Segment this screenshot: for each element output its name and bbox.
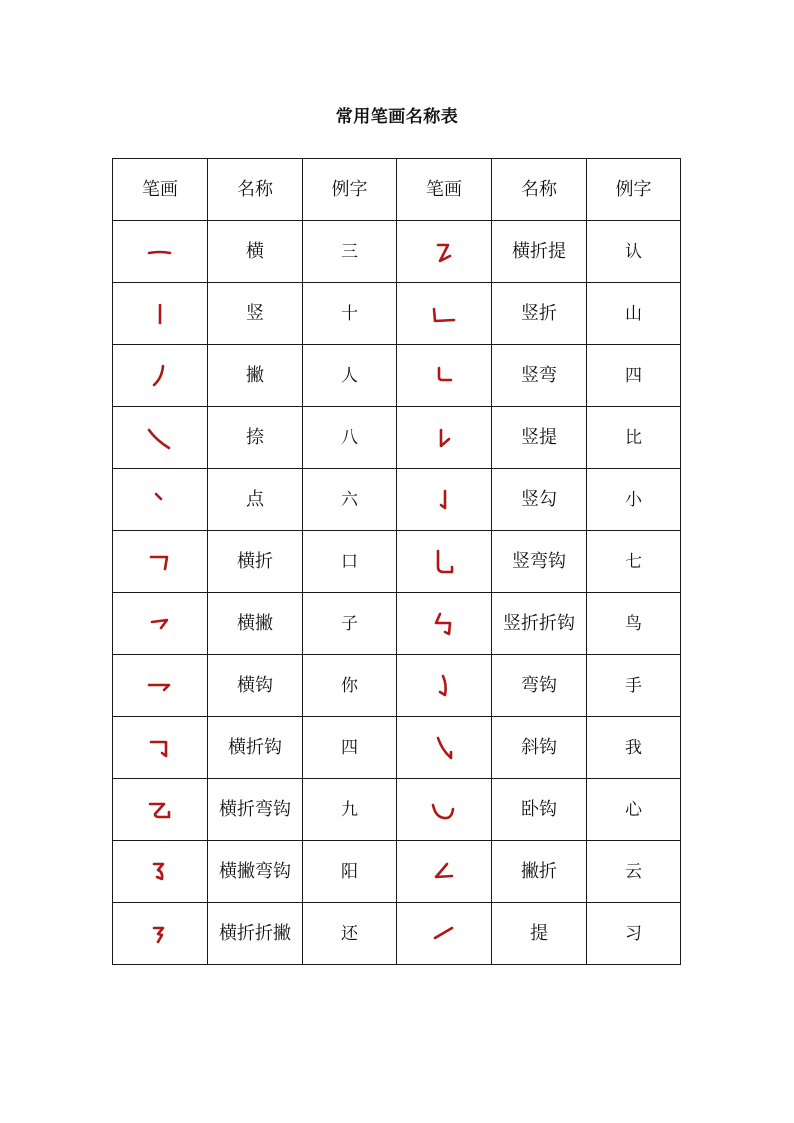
table-row xyxy=(113,717,681,779)
stroke-name: 竖弯钩 xyxy=(492,531,587,593)
table-row xyxy=(113,531,681,593)
example-char: 我 xyxy=(587,717,681,779)
stroke-name: 点 xyxy=(208,469,303,531)
example-char: 手 xyxy=(587,655,681,717)
stroke-name-table xyxy=(112,158,681,965)
na-stroke-icon xyxy=(113,407,208,469)
table-row xyxy=(113,345,681,407)
hengpiewangou-stroke-icon xyxy=(113,841,208,903)
example-char: 鸟 xyxy=(587,593,681,655)
example-char: 山 xyxy=(587,283,681,345)
example-char: 云 xyxy=(587,841,681,903)
stroke-name: 竖弯 xyxy=(492,345,587,407)
table-row xyxy=(113,593,681,655)
example-char: 还 xyxy=(303,903,397,965)
stroke-name: 横撇弯钩 xyxy=(208,841,303,903)
example-char: 六 xyxy=(303,469,397,531)
hengzhe-stroke-icon xyxy=(113,531,208,593)
pie-stroke-icon xyxy=(113,345,208,407)
example-char: 习 xyxy=(587,903,681,965)
wogou-stroke-icon xyxy=(397,779,492,841)
stroke-name: 卧钩 xyxy=(492,779,587,841)
stroke-name: 竖折折钩 xyxy=(492,593,587,655)
example-char: 人 xyxy=(303,345,397,407)
header-example-right: 例字 xyxy=(587,159,681,221)
example-char: 十 xyxy=(303,283,397,345)
example-char: 你 xyxy=(303,655,397,717)
table-row xyxy=(113,407,681,469)
example-char: 七 xyxy=(587,531,681,593)
shu-stroke-icon xyxy=(113,283,208,345)
stroke-name: 横折钩 xyxy=(208,717,303,779)
example-char: 子 xyxy=(303,593,397,655)
header-example-left: 例字 xyxy=(303,159,397,221)
stroke-name: 横折弯钩 xyxy=(208,779,303,841)
stroke-name: 竖提 xyxy=(492,407,587,469)
dian-stroke-icon xyxy=(113,469,208,531)
stroke-name: 捺 xyxy=(208,407,303,469)
wangou-stroke-icon xyxy=(397,655,492,717)
hengzhegou-stroke-icon xyxy=(113,717,208,779)
table-row xyxy=(113,469,681,531)
page-title: 常用笔画名称表 xyxy=(335,107,459,127)
stroke-name: 横撇 xyxy=(208,593,303,655)
example-char: 认 xyxy=(587,221,681,283)
stroke-name: 横 xyxy=(208,221,303,283)
shuti-stroke-icon xyxy=(397,407,492,469)
table-row xyxy=(113,779,681,841)
henggou-stroke-icon xyxy=(113,655,208,717)
table-row xyxy=(113,283,681,345)
stroke-name: 竖 xyxy=(208,283,303,345)
piezhe-stroke-icon xyxy=(397,841,492,903)
stroke-name: 竖勾 xyxy=(492,469,587,531)
stroke-name: 斜钩 xyxy=(492,717,587,779)
header-name-left: 名称 xyxy=(208,159,303,221)
example-char: 口 xyxy=(303,531,397,593)
shuwan-stroke-icon xyxy=(397,345,492,407)
hengzhezhepie-stroke-icon xyxy=(113,903,208,965)
stroke-name: 横折提 xyxy=(492,221,587,283)
stroke-name: 撇折 xyxy=(492,841,587,903)
hengzhewangou-stroke-icon xyxy=(113,779,208,841)
example-char: 三 xyxy=(303,221,397,283)
example-char: 八 xyxy=(303,407,397,469)
hengzheti-stroke-icon xyxy=(397,221,492,283)
stroke-name: 弯钩 xyxy=(492,655,587,717)
header-stroke-right: 笔画 xyxy=(397,159,492,221)
header-name-right: 名称 xyxy=(492,159,587,221)
table-row xyxy=(113,221,681,283)
stroke-name: 横折折撇 xyxy=(208,903,303,965)
hengpie-stroke-icon xyxy=(113,593,208,655)
example-char: 小 xyxy=(587,469,681,531)
stroke-name: 撇 xyxy=(208,345,303,407)
shuwangou-stroke-icon xyxy=(397,531,492,593)
shugou-stroke-icon xyxy=(397,469,492,531)
shuzhe-stroke-icon xyxy=(397,283,492,345)
example-char: 阳 xyxy=(303,841,397,903)
ti-stroke-icon xyxy=(397,903,492,965)
shuzhezhegou-stroke-icon xyxy=(397,593,492,655)
table-row xyxy=(113,903,681,965)
table-header-row xyxy=(113,159,681,221)
heng-stroke-icon xyxy=(113,221,208,283)
stroke-name: 横折 xyxy=(208,531,303,593)
stroke-name: 竖折 xyxy=(492,283,587,345)
example-char: 四 xyxy=(303,717,397,779)
example-char: 心 xyxy=(587,779,681,841)
table-row xyxy=(113,841,681,903)
header-stroke-left: 笔画 xyxy=(113,159,208,221)
stroke-name: 横钩 xyxy=(208,655,303,717)
example-char: 九 xyxy=(303,779,397,841)
example-char: 比 xyxy=(587,407,681,469)
stroke-name: 提 xyxy=(492,903,587,965)
example-char: 四 xyxy=(587,345,681,407)
table-row xyxy=(113,655,681,717)
xiegou-stroke-icon xyxy=(397,717,492,779)
